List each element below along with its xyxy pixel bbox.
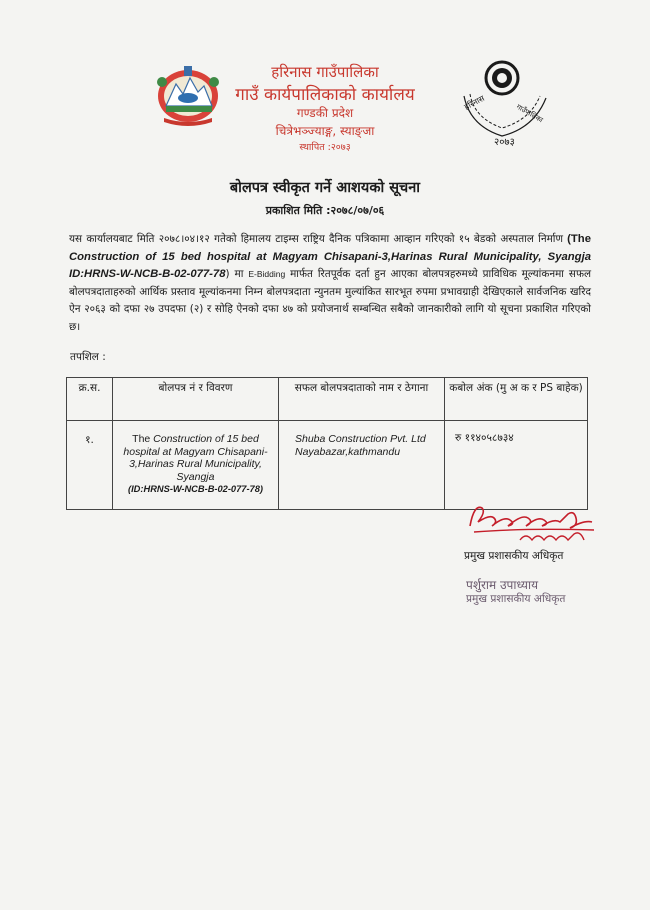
table-header-row (67, 378, 588, 421)
body-project-name: Construction of 15 bed hospital at Magyam Chisapani-3,Harinas Rural Municipality, Syangja ID:HRNS-W-NCB-B-02-077-78 (69, 250, 591, 281)
body-part-6: मार्फत रितपूर्वक दर्ता हुन आएका बोलपत्रहरुमध्ये प्राविधिक मूल्यांकनमा सफल बोलपत्रदाताहरुको आर्थिक प्रस्ताव मूल्यांकनमा निम्न बोलपत्रदाता न्युनतम मुल्यांकित सारभूत रुपमा प्रभावग्राही देखिएकाले सार्वजनिक खरिद ऐन २०६३ को दफा २७ उपदफा (२) र सोहि ऐनको दफा ४७ को प्रयोजनार्थ सम्बन्धित सबैको जानकारीको लागि यो सूचना प्रकाशित गरिएको छ। (69, 268, 591, 333)
header-amount: कबोल अंक (मु अ क र PS बाहेक) (445, 378, 588, 421)
office-name: गाउँ कार्यपालिकाको कार्यालय (235, 85, 415, 105)
header-sn: क्र.स. (67, 378, 113, 421)
cell-description (113, 421, 279, 510)
office-address: चित्रेभञ्ज्याङ्ग, स्याङ्जा (275, 124, 375, 138)
bidder-address: Nayabazar,kathmandu (295, 445, 401, 458)
cell-bidder (279, 421, 445, 510)
cell-sn: १. (67, 421, 113, 510)
body-ebidding: E-Bidding (248, 269, 286, 280)
details-label: तपशिल : (70, 351, 106, 363)
body-part-4: ) मा (225, 268, 249, 281)
municipality-name: हरिनास गाउँपालिका (271, 63, 379, 81)
stamp-name: पर्शुराम उपाध्याय (466, 578, 539, 592)
svg-text:हरिनास: हरिनास (462, 93, 486, 112)
signatory-title: प्रमुख प्रशासकीय अधिकृत (464, 550, 564, 562)
svg-text:गाउँपालिका: गाउँपालिका (515, 102, 545, 125)
established-date: स्थापित :२०७३ (299, 142, 351, 153)
bid-table (66, 377, 588, 510)
seal-year: २०७३ (494, 137, 515, 148)
signature-icon (464, 496, 604, 548)
header-description: बोलपत्र नं र विवरण (113, 378, 279, 421)
bidder-name: Shuba Construction Pvt. Ltd (295, 433, 426, 445)
body-part-1: यस कार्यालयबाट मिति २०७८।०४।१२ गतेको हिमालय टाइम्स राष्ट्रिय दैनिक पत्रिकामा आव्हान गरिएको १५ बेडको अस्पताल निर्माण (69, 233, 564, 245)
desc-id: (ID:HRNS-W-NCB-B-02-077-78) (128, 484, 263, 494)
notice-title: बोलपत्र स्वीकृत गर्ने आशयको सूचना (229, 180, 421, 196)
desc-prefix: The (132, 433, 154, 445)
cell-amount: रु ११४०५८७३४ (445, 421, 588, 510)
province-name: गण्डकी प्रदेश (296, 106, 354, 120)
stamp-title: प्रमुख प्रशासकीय अधिकृत (466, 593, 566, 605)
published-date: प्रकाशित मिति :२०७८/०७/०६ (265, 204, 385, 217)
notice-body (69, 231, 591, 337)
header-bidder: सफल बोलपत्रदाताको नाम र ठेगाना (279, 378, 445, 421)
desc-main: Construction of 15 bed hospital at Magyam Chisapani-3,Harinas Rural Municipality, Syangja (123, 433, 268, 483)
body-part-2: (The (563, 233, 591, 245)
